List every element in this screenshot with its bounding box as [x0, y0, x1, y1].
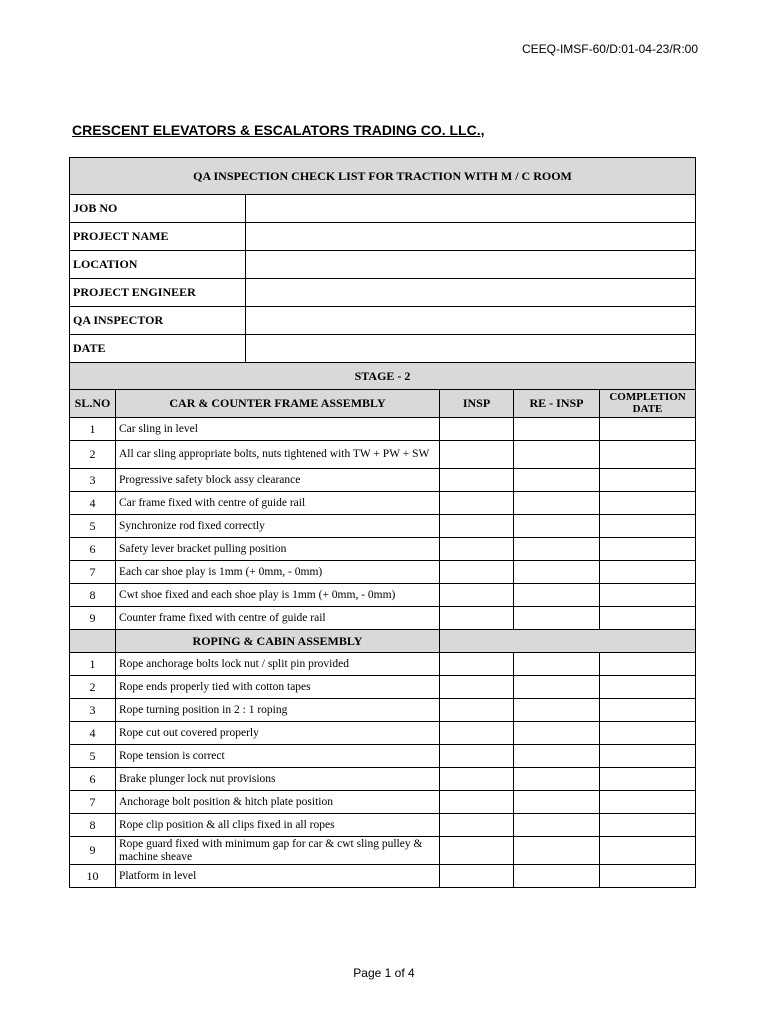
table-row [70, 865, 696, 888]
re-insp-cell[interactable] [514, 441, 600, 469]
item-description: Anchorage bolt position & hitch plate position [116, 791, 440, 814]
completion-date-cell[interactable] [600, 837, 696, 865]
item-description: Cwt shoe fixed and each shoe play is 1mm (+ 0mm, - 0mm) [116, 584, 440, 607]
completion-date-cell[interactable] [600, 538, 696, 561]
company-name: CRESCENT ELEVATORS & ESCALATORS TRADING CO. LLC., [72, 122, 485, 138]
info-row [70, 223, 696, 251]
info-label: PROJECT ENGINEER [70, 279, 246, 307]
table-row [70, 722, 696, 745]
table-row [70, 676, 696, 699]
insp-cell[interactable] [440, 515, 514, 538]
insp-cell[interactable] [440, 814, 514, 837]
completion-date-cell[interactable] [600, 441, 696, 469]
table-row [70, 584, 696, 607]
info-value-field[interactable] [246, 335, 696, 363]
info-value-field[interactable] [246, 251, 696, 279]
table-row [70, 561, 696, 584]
info-label: PROJECT NAME [70, 223, 246, 251]
item-number: 1 [70, 418, 116, 441]
section-blank [440, 630, 696, 653]
item-description: Safety lever bracket pulling position [116, 538, 440, 561]
section-sl-blank [70, 630, 116, 653]
re-insp-cell[interactable] [514, 699, 600, 722]
item-description: All car sling appropriate bolts, nuts tightened with TW + PW + SW [116, 441, 440, 469]
re-insp-cell[interactable] [514, 469, 600, 492]
re-insp-cell[interactable] [514, 722, 600, 745]
item-description: Progressive safety block assy clearance [116, 469, 440, 492]
info-label: DATE [70, 335, 246, 363]
inspection-checklist-table [69, 157, 696, 888]
insp-cell[interactable] [440, 837, 514, 865]
item-number: 2 [70, 441, 116, 469]
column-header-row [70, 390, 696, 418]
insp-cell[interactable] [440, 699, 514, 722]
item-number: 6 [70, 768, 116, 791]
info-label: JOB NO [70, 195, 246, 223]
table-row [70, 418, 696, 441]
re-insp-cell[interactable] [514, 865, 600, 888]
table-row [70, 837, 696, 865]
re-insp-cell[interactable] [514, 676, 600, 699]
item-number: 4 [70, 722, 116, 745]
item-number: 5 [70, 515, 116, 538]
info-row [70, 251, 696, 279]
insp-cell[interactable] [440, 607, 514, 630]
table-row [70, 768, 696, 791]
table-row [70, 441, 696, 469]
insp-cell[interactable] [440, 745, 514, 768]
table-row [70, 745, 696, 768]
table-row [70, 653, 696, 676]
re-insp-cell[interactable] [514, 418, 600, 441]
completion-date-cell[interactable] [600, 515, 696, 538]
insp-cell[interactable] [440, 676, 514, 699]
re-insp-cell[interactable] [514, 515, 600, 538]
header-item: CAR & COUNTER FRAME ASSEMBLY [116, 390, 440, 418]
item-number: 3 [70, 699, 116, 722]
re-insp-cell[interactable] [514, 538, 600, 561]
completion-date-cell[interactable] [600, 699, 696, 722]
document-reference: CEEQ-IMSF-60/D:01-04-23/R:00 [521, 42, 698, 56]
re-insp-cell[interactable] [514, 837, 600, 865]
re-insp-cell[interactable] [514, 653, 600, 676]
item-description: Car sling in level [116, 418, 440, 441]
item-description: Counter frame fixed with centre of guide rail [116, 607, 440, 630]
re-insp-cell[interactable] [514, 607, 600, 630]
item-description: Each car shoe play is 1mm (+ 0mm, - 0mm) [116, 561, 440, 584]
info-value-field[interactable] [246, 223, 696, 251]
insp-cell[interactable] [440, 584, 514, 607]
insp-cell[interactable] [440, 492, 514, 515]
completion-date-cell[interactable] [600, 584, 696, 607]
item-number: 5 [70, 745, 116, 768]
item-description: Brake plunger lock nut provisions [116, 768, 440, 791]
insp-cell[interactable] [440, 768, 514, 791]
item-number: 8 [70, 584, 116, 607]
table-row [70, 814, 696, 837]
item-number: 6 [70, 538, 116, 561]
header-completion-date: COMPLETION DATE [600, 390, 696, 418]
re-insp-cell[interactable] [514, 492, 600, 515]
info-value-field[interactable] [246, 307, 696, 335]
form-title: QA INSPECTION CHECK LIST FOR TRACTION WITH M / C ROOM [70, 158, 696, 195]
insp-cell[interactable] [440, 538, 514, 561]
completion-date-cell[interactable] [600, 791, 696, 814]
re-insp-cell[interactable] [514, 814, 600, 837]
section-title: ROPING & CABIN ASSEMBLY [116, 630, 440, 653]
insp-cell[interactable] [440, 865, 514, 888]
completion-date-cell[interactable] [600, 607, 696, 630]
item-number: 1 [70, 653, 116, 676]
completion-date-cell[interactable] [600, 492, 696, 515]
info-row [70, 195, 696, 223]
completion-date-cell[interactable] [600, 865, 696, 888]
table-row [70, 492, 696, 515]
item-description: Rope tension is correct [116, 745, 440, 768]
page-number: Page 1 of 4 [353, 966, 415, 980]
table-row [70, 515, 696, 538]
re-insp-cell[interactable] [514, 561, 600, 584]
item-description: Rope anchorage bolts lock nut / split pin provided [116, 653, 440, 676]
item-description: Car frame fixed with centre of guide rail [116, 492, 440, 515]
insp-cell[interactable] [440, 791, 514, 814]
header-insp: INSP [440, 390, 514, 418]
insp-cell[interactable] [440, 722, 514, 745]
completion-date-cell[interactable] [600, 745, 696, 768]
insp-cell[interactable] [440, 561, 514, 584]
re-insp-cell[interactable] [514, 791, 600, 814]
table-row [70, 538, 696, 561]
info-value-field[interactable] [246, 279, 696, 307]
table-row [70, 469, 696, 492]
item-number: 9 [70, 607, 116, 630]
info-label: LOCATION [70, 251, 246, 279]
completion-date-cell[interactable] [600, 418, 696, 441]
completion-date-cell[interactable] [600, 814, 696, 837]
item-number: 3 [70, 469, 116, 492]
item-number: 2 [70, 676, 116, 699]
table-row [70, 699, 696, 722]
completion-date-cell[interactable] [600, 768, 696, 791]
re-insp-cell[interactable] [514, 584, 600, 607]
completion-date-cell[interactable] [600, 561, 696, 584]
item-number: 9 [70, 837, 116, 865]
item-number: 8 [70, 814, 116, 837]
info-row [70, 335, 696, 363]
re-insp-cell[interactable] [514, 768, 600, 791]
header-re-insp: RE - INSP [514, 390, 600, 418]
item-description: Rope ends properly tied with cotton tapes [116, 676, 440, 699]
item-number: 10 [70, 865, 116, 888]
item-number: 7 [70, 561, 116, 584]
insp-cell[interactable] [440, 653, 514, 676]
stage-title: STAGE - 2 [70, 363, 696, 390]
item-description: Rope clip position & all clips fixed in all ropes [116, 814, 440, 837]
info-value-field[interactable] [246, 195, 696, 223]
info-row [70, 307, 696, 335]
info-row [70, 279, 696, 307]
item-description: Rope cut out covered properly [116, 722, 440, 745]
item-number: 4 [70, 492, 116, 515]
table-row [70, 791, 696, 814]
insp-cell[interactable] [440, 418, 514, 441]
header-sl-no: SL.NO [70, 390, 116, 418]
item-number: 7 [70, 791, 116, 814]
item-description: Platform in level [116, 865, 440, 888]
re-insp-cell[interactable] [514, 745, 600, 768]
completion-date-cell[interactable] [600, 469, 696, 492]
info-label: QA INSPECTOR [70, 307, 246, 335]
insp-cell[interactable] [440, 441, 514, 469]
completion-date-cell[interactable] [600, 676, 696, 699]
item-description: Rope guard fixed with minimum gap for car & cwt sling pulley & machine sheave [116, 837, 440, 865]
completion-date-cell[interactable] [600, 653, 696, 676]
table-row [70, 607, 696, 630]
item-description: Synchronize rod fixed correctly [116, 515, 440, 538]
item-description: Rope turning position in 2 : 1 roping [116, 699, 440, 722]
completion-date-cell[interactable] [600, 722, 696, 745]
insp-cell[interactable] [440, 469, 514, 492]
